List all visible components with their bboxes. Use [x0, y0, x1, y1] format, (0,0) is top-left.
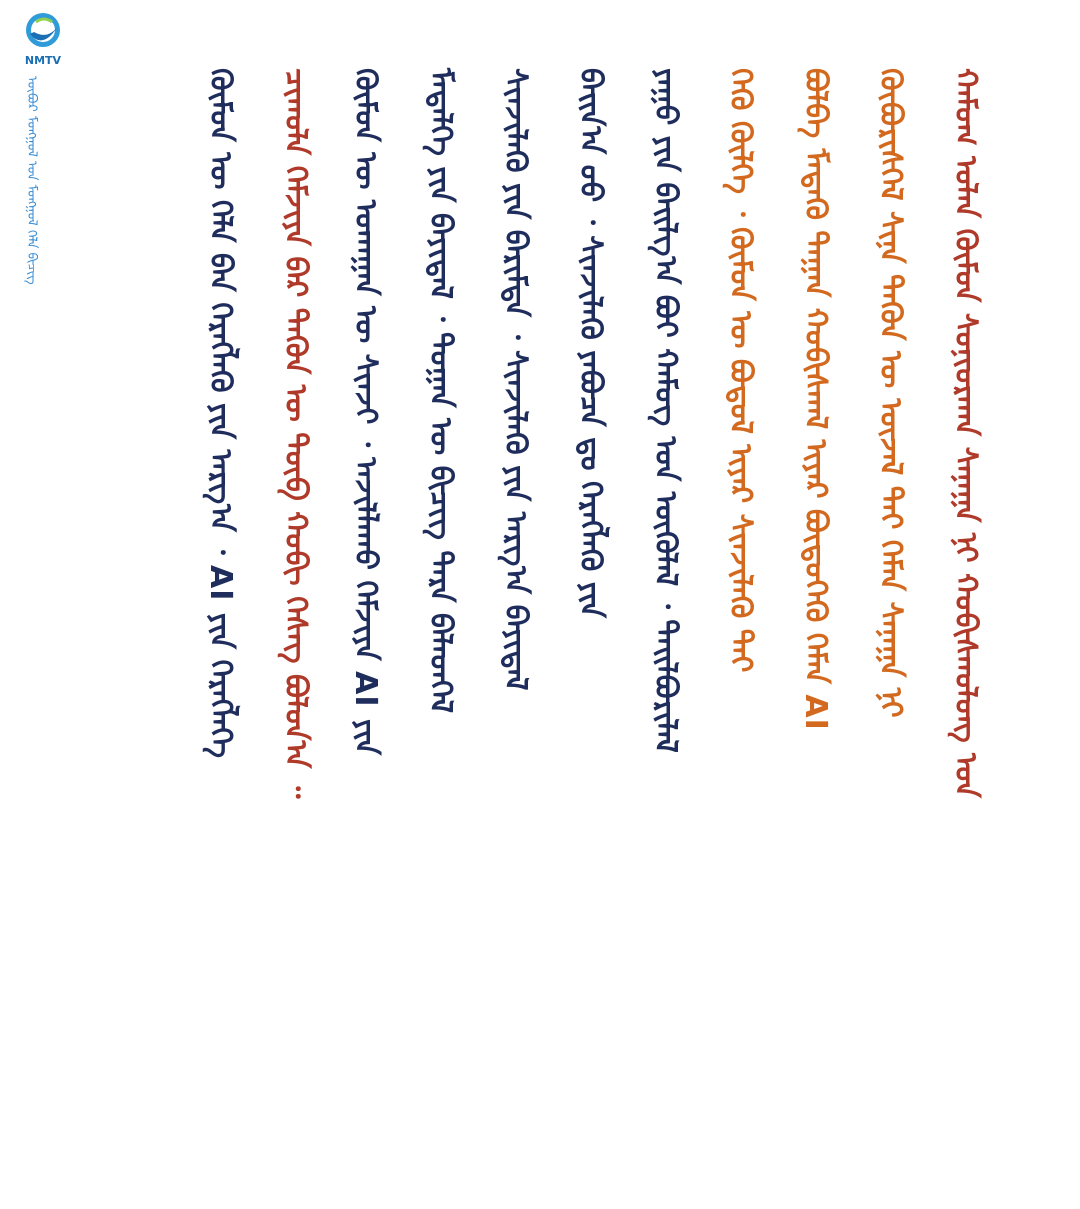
text-column-1 [945, 68, 985, 1128]
text-column-7 [495, 68, 535, 1128]
text-column-5 [645, 68, 685, 1128]
text-column-6 [570, 68, 610, 1128]
column-text: ᠶᠠᠭᠤ ᠶᠢᠨ ᠪᠠᠢᠯᠭ᠎ᠠ ᠪᠤᠢ ᠬᠠᠮᠦᠭ ᠤᠨ ᠦᠭᠦᠯᠡᠯ ᠂ ᠲᠠᠢᠯᠪᠤᠷᠢᠯᠠᠯ [648, 68, 683, 753]
text-column-10 [275, 68, 315, 1128]
column-text: ᠬᠠᠮᠤᠭ ᠣᠯᠠᠨ ᠬᠦᠮᠦᠨ ᠰᠣᠨᠢᠤᠷᠬᠠᠨ ᠰᠠᠨᠠᠭᠠ ᠨᠢ ᠬᠤᠪᠢᠰᠬᠤᠯᠤᠩ ᠤᠨ [948, 68, 983, 798]
text-column-11 [200, 68, 240, 1128]
nmtv-logo-icon [18, 10, 68, 68]
column-text: ᠬᠦᠮᠦᠨ ᠦ ᠤᠬᠠᠭᠠᠨ ᠦ ᠰᠢᠨᠵᠢ ᠂ ᠠᠵᠢᠯᠯᠠᠬᠤ ᠬᠡᠮᠵᠢᠶᠡ AI ᠶᠢᠨ [348, 68, 383, 756]
text-column-3 [795, 68, 835, 1128]
column-text: ᠪᠣᠯᠪᠠ ᠮᠡᠳᠡᠬᠦ ᠳᠠᠭᠠᠨ ᠬᠤᠪᠢᠰᠬᠠᠯ ᠢᠶᠠᠷ ᠪᠦᠲᠦᠭᠡᠬᠦ ᠬᠡᠮᠡᠨ AI [798, 68, 833, 731]
logo-tagline-text: ᠦᠪᠦᠷ ᠮᠣᠩᠭᠣᠯ ᠤᠨ ᠮᠣᠩᠭᠣᠯ ᠬᠡᠯᠡ ᠪᠢᠴᠢᠭ [24, 76, 39, 285]
column-text: ᠪᠠᠢᠨ᠎ᠠ ᠤᠤ ᠂ ᠰᠢᠨᠵᠢᠯᠡᠬᠦ ᠶᠠᠪᠤᠴᠠ ᠳᠤ ᠬᠡᠷᠡᠭᠯᠡᠬᠦ ᠶᠢᠨ [573, 68, 608, 619]
logo-tagline [20, 76, 68, 336]
text-column-4 [720, 68, 760, 1128]
logo-brand: NMTV [24, 54, 62, 67]
text-column-8 [420, 68, 460, 1128]
column-text: ᠬᠦᠪᠦᠷᠢᠰᠬᠡᠯ ᠰᠢᠨᠡ ᠲᠡᠭᠦᠨ ᠦ ᠦᠵᠡᠯ ᠲᠠᠢ ᠬᠡᠮᠡᠨ ᠰᠠᠨᠠᠭᠠ ᠨᠢ [873, 68, 908, 718]
column-text: ᠰᠢᠨᠵᠢᠯᠡᠬᠦ ᠶᠢᠨ ᠪᠠᠷᠢᠮᠲᠠ ᠂ ᠰᠢᠨᠵᠢᠯᠡᠬᠦ ᠶᠢᠨ ᠠᠷᠭ᠎ᠠ ᠪᠠᠶᠢᠳᠠᠯ [498, 68, 533, 691]
column-text: ᠴᠢᠬᠤᠯᠠ ᠬᠡᠮᠵᠢᠶᠡ ᠪᠠᠷ ᠲᠡᠭᠦᠨ ᠦ ᠲᠥᠪ ᠬᠤᠪᠢ ᠬᠡᠰᠡᠭ ᠪᠣᠯᠤᠨ᠎ᠠ ᠃ [278, 68, 313, 799]
text-column-2 [870, 68, 910, 1128]
column-text: ᠬᠦᠮᠦᠨ ᠦ ᠬᠡᠯᠡ ᠪᠡᠨ ᠬᠡᠷᠡᠭᠯᠡᠬᠦ ᠶᠢᠨ ᠠᠷᠭ᠎ᠠ ᠂ AI ᠶᠢᠨ ᠬᠡᠷᠡᠭᠯᠡᠭᠡ [203, 68, 238, 759]
column-text: ᠬᠡᠬᠦ ᠬᠦᠯᠭᠡ ᠂ ᠬᠦᠮᠦᠨ ᠦ ᠪᠣᠳᠣᠯ ᠢᠶᠠᠷ ᠰᠢᠨᠵᠢᠯᠡᠬᠦ ᠲᠠᠢ [723, 68, 758, 673]
column-text: ᠮᠡᠳᠡᠯᠭᠡ ᠶᠢᠨ ᠪᠠᠶᠢᠳᠠᠯ ᠂ ᠲᠣᠭᠠᠨ ᠦ ᠪᠢᠴᠢᠭ ᠲᠡᠷᠡ ᠪᠡᠯᠡᠳᠬᠡᠯ [423, 68, 458, 714]
text-column-9 [345, 68, 385, 1128]
